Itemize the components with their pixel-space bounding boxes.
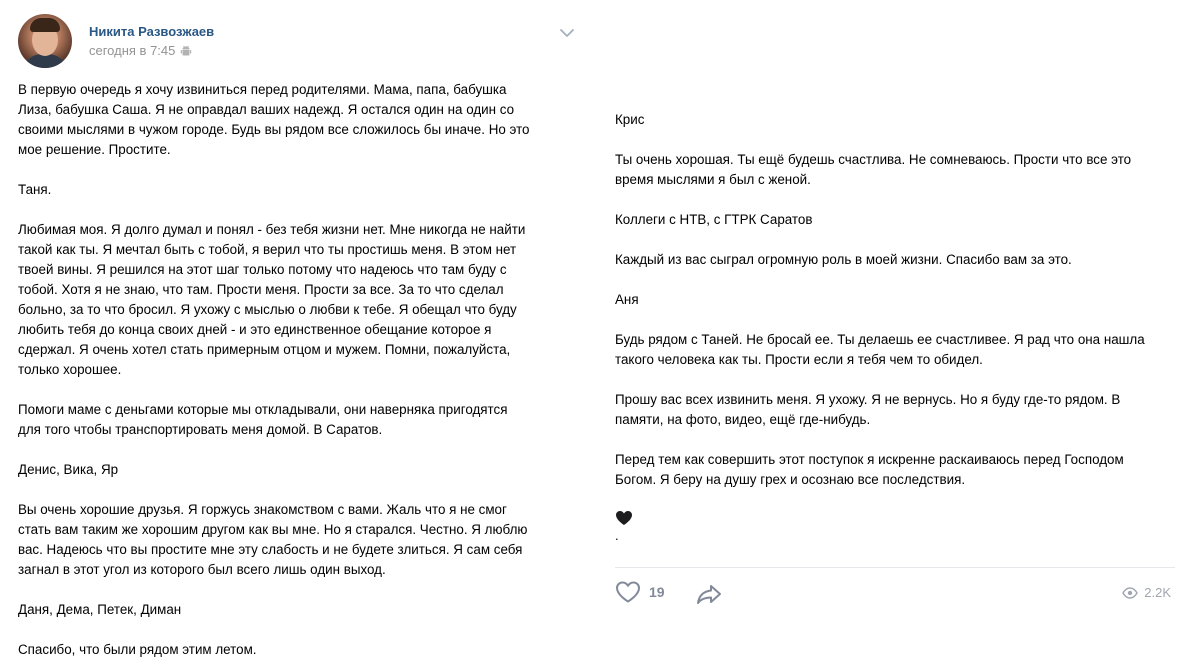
heart-outline-icon [615,580,641,604]
post-date [89,43,192,58]
post-paragraph: Крис [615,112,645,127]
like-count: 19 [649,584,665,600]
trailing-dot: . [615,528,619,543]
post-paragraph: Спасибо, что были рядом этим летом. [18,642,257,657]
post-paragraph: Перед тем как совершить этот поступок я искренне раскаиваюсь перед Господом Богом. Я беру на душу грех и осознаю все последствия. [615,452,1124,487]
chevron-down-icon[interactable] [558,26,576,40]
post-text-left [18,80,578,660]
post-header [18,14,578,70]
post-paragraph: Коллеги с НТВ, с ГТРК Саратов [615,212,813,227]
actions-divider [615,567,1175,568]
post-actions [615,580,1177,610]
post-paragraph: Денис, Вика, Яр [18,462,119,477]
post-paragraph: Прошу вас всех извинить меня. Я ухожу. Я не вернусь. Но я буду где-то рядом. В памяти, на фото, видео, ещё где-нибудь. [615,392,1121,427]
post-paragraph: Будь рядом с Таней. Не бросай ее. Ты делаешь ее счастливее. Я рад что она нашла такого человека как ты. Прости если я тебя чем то обидел. [615,332,1145,367]
post-paragraph: Таня. [18,182,52,197]
black-heart-icon [615,510,633,526]
post-paragraph: Каждый из вас сыграл огромную роль в моей жизни. Спасибо вам за это. [615,252,1072,267]
like-button[interactable] [615,580,665,604]
avatar[interactable] [18,14,72,68]
post-right-column [615,0,1181,672]
post-text-right [615,110,1177,546]
author-name[interactable]: Никита Развозжаев [89,24,215,39]
post-paragraph: Даня, Дема, Петек, Диман [18,602,182,617]
android-icon [180,45,192,57]
post-paragraph: Помоги маме с деньгами которые мы откладывали, они наверняка пригодятся для того чтобы транспортировать меня домой. В Саратов. [18,402,508,437]
views-count: 2.2K [1144,585,1171,600]
post-paragraph: В первую очередь я хочу извиниться перед родителями. Мама, папа, бабушка Лиза, бабушка Саша. Я не оправдал ваших надежд. Я остался один на один со своими мыслями в чужом городе. Будь вы рядом все сложилось бы иначе. Но это мое решение. Простите. [18,82,530,157]
views-counter [1122,585,1171,600]
post-date-text[interactable]: сегодня в 7:45 [89,43,176,58]
post-paragraph: Ты очень хорошая. Ты ещё будешь счастлива. Не сомневаюсь. Прости что все это время мыслями я был с женой. [615,152,1132,187]
post-paragraph: Вы очень хорошие друзья. Я горжусь знакомством с вами. Жаль что я не смог стать вам таким же хорошим другом как вы мне. Но я старался. Честно. Я люблю вас. Надеюсь что вы простите мне эту слабость и не будете злиться. Я сам себя загнал в этот угол из которого был всего лишь один выход. [18,502,528,577]
post-paragraph: Любимая моя. Я долго думал и понял - без тебя жизни нет. Мне никогда не найти такой как ты. Я мечтал быть с тобой, я верил что ты простишь меня. В этом нет твоей вины. Я решился на этот шаг только потому что надеюсь что там буду с тобой. Хотя я не знаю, что там. Прости меня. Прости за все. За то что сделал больно, за то что бросил. Я ухожу с мыслью о любви к тебе. Я обещал что буду любить тебя до конца своих дней - и это единственное обещание которое я сдержал. Я очень хотел стать примерным отцом и мужем. Помни, пожалуйста, только хорошее. [18,222,526,377]
post-paragraph: Аня [615,292,639,307]
eye-icon [1122,587,1138,599]
post-left-column [0,0,590,672]
share-arrow-icon[interactable] [695,583,723,605]
